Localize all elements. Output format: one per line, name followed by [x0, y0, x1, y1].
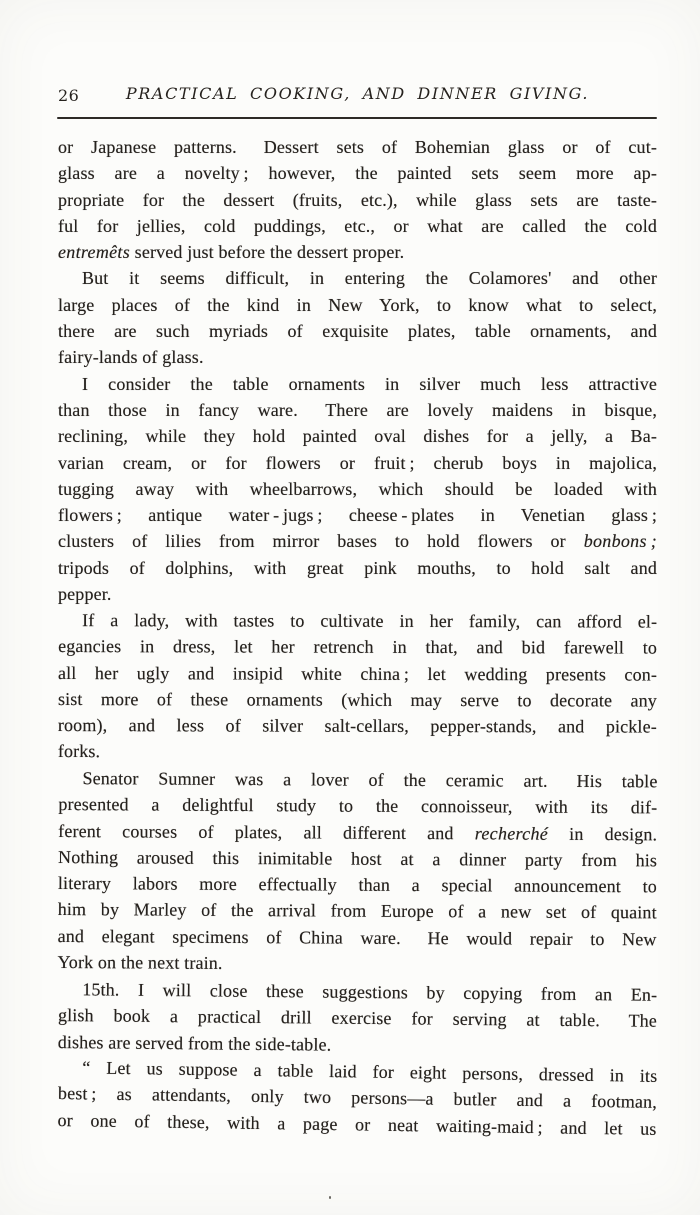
text-line — [58, 265, 657, 291]
text-line — [58, 239, 657, 265]
paragraph — [58, 134, 657, 265]
paragraph — [57, 1054, 657, 1142]
text-run: York on the next train. — [57, 952, 223, 974]
text-line — [58, 344, 657, 370]
text-line — [58, 634, 657, 662]
italic-phrase: recherché — [474, 823, 549, 844]
text-run: large places of the kind in New York, to know what to select, — [58, 294, 657, 315]
text-run: If a lady, with tastes to cultivate in her family, can afford el- — [82, 610, 658, 632]
text-line — [58, 739, 657, 767]
header-rule — [57, 117, 657, 119]
text-line — [58, 134, 657, 160]
text-run: all her ugly and insipid white china ; let wedding presents con- — [58, 662, 658, 685]
text-run: varian cream, or for flowers or fruit ; cherub boys in majolica, — [58, 452, 657, 473]
text-run: in design. — [548, 823, 658, 845]
text-run: literary labors more effectually than a special announcement to — [57, 873, 657, 897]
text-line — [58, 397, 657, 423]
paragraph — [58, 371, 657, 608]
text-run: served just before the dessert proper. — [130, 242, 405, 263]
text-run: Nothing aroused this inimitable host at a dinner party from his — [58, 847, 658, 871]
text-run: glish book a practical drill exercise for serving at table. The — [57, 1004, 658, 1031]
text-line — [58, 213, 657, 239]
text-line — [58, 581, 657, 607]
text-line — [58, 371, 657, 397]
text-run: fairy-lands of glass. — [58, 347, 204, 368]
text-line — [58, 818, 657, 848]
page-number: 26 — [58, 86, 80, 105]
page-header — [58, 84, 657, 106]
paragraph — [58, 607, 657, 766]
text-run: glass are a novelty ; however, the painted sets seem more ap- — [58, 163, 657, 184]
paragraph — [57, 765, 657, 979]
text-line — [58, 528, 657, 554]
text-line — [58, 870, 657, 900]
text-run: or Japanese patterns. Dessert sets of Bohemian glass or of cut- — [58, 137, 657, 157]
text-run: presented a delightful study to the connoisseur, with its dif- — [58, 794, 658, 818]
text-line — [58, 502, 657, 528]
text-run: ferent courses of plates, all different and — [58, 820, 475, 844]
italic-phrase: bonbons ; — [583, 531, 657, 552]
text-line — [58, 292, 657, 318]
text-run: But it seems difficult, in entering the Colamores' and other — [82, 268, 657, 289]
text-run: reclining, while they hold painted oval dishes for a jelly, a Ba- — [58, 426, 657, 447]
text-line — [58, 160, 657, 186]
italic-phrase: entremêts — [58, 242, 131, 263]
text-line — [58, 923, 657, 953]
text-line — [58, 713, 657, 741]
text-run: propriate for the dessert (fruits, etc.), while glass sets are taste- — [58, 189, 657, 210]
text-line — [58, 791, 657, 821]
text-line — [58, 318, 657, 344]
text-run: or one of these, with a page or neat waiting-maid ; and let us — [57, 1109, 657, 1139]
text-line — [58, 450, 657, 476]
text-run: and elegant specimens of China ware. He would repair to New — [57, 925, 657, 950]
text-run: 15th. I will close these suggestions by copying from an En- — [82, 978, 658, 1005]
text-run: clusters of lilies from mirror bases to hold flowers or — [58, 531, 584, 552]
text-line — [58, 555, 657, 581]
text-line — [58, 607, 657, 635]
page-text — [57, 134, 658, 1139]
text-run: sist more of these ornaments (which may serve to decorate any — [57, 689, 657, 711]
text-line — [58, 686, 657, 714]
text-line — [58, 844, 657, 874]
text-run: ful for jellies, cold puddings, etc., or what are called the cold — [58, 215, 657, 236]
text-run: Senator Sumner was a lover of the ceramic art. His table — [82, 768, 658, 792]
text-run: room), and less of silver salt-cellars, pepper-stands, and pickle- — [57, 715, 657, 738]
text-run: him by Marley of the arrival from Europe of a new set of quaint — [57, 899, 657, 923]
text-run: forks. — [57, 741, 101, 762]
text-run: than those in fancy ware. There are lovely maidens in bisque, — [58, 399, 657, 420]
text-run: flowers ; antique water - jugs ; cheese - plates in Venetian glass ; — [58, 505, 657, 526]
text-run: pepper. — [58, 584, 112, 605]
text-run: “ Let us suppose a table laid for eight persons, dressed in its — [82, 1057, 658, 1087]
text-run: there are such myriads of exquisite plates, table ornaments, and — [58, 321, 657, 342]
text-line — [58, 187, 657, 213]
running-title: PRACTICAL COOKING, AND DINNER GIVING. — [125, 84, 590, 103]
text-run: best ; as attendants, only two persons—a butler and a footman, — [57, 1083, 658, 1113]
text-line — [58, 897, 657, 927]
text-run: I consider the table ornaments in silver much less attractive — [82, 373, 657, 394]
text-run: tripods of dolphins, with great pink mouths, to hold salt and — [58, 557, 657, 578]
text-run: tugging away with wheelbarrows, which should be loaded with — [58, 478, 657, 499]
text-line — [57, 949, 656, 979]
text-line — [58, 476, 657, 502]
text-line — [58, 660, 657, 688]
text-line — [58, 765, 657, 795]
paragraph — [58, 265, 657, 370]
text-run: dishes are served from the side-table. — [57, 1031, 332, 1054]
text-run: egancies in dress, let her retrench in that, and bid farewell to — [58, 636, 658, 659]
paragraph — [58, 976, 658, 1061]
text-line — [58, 423, 657, 449]
scan-speck — [329, 1196, 331, 1199]
